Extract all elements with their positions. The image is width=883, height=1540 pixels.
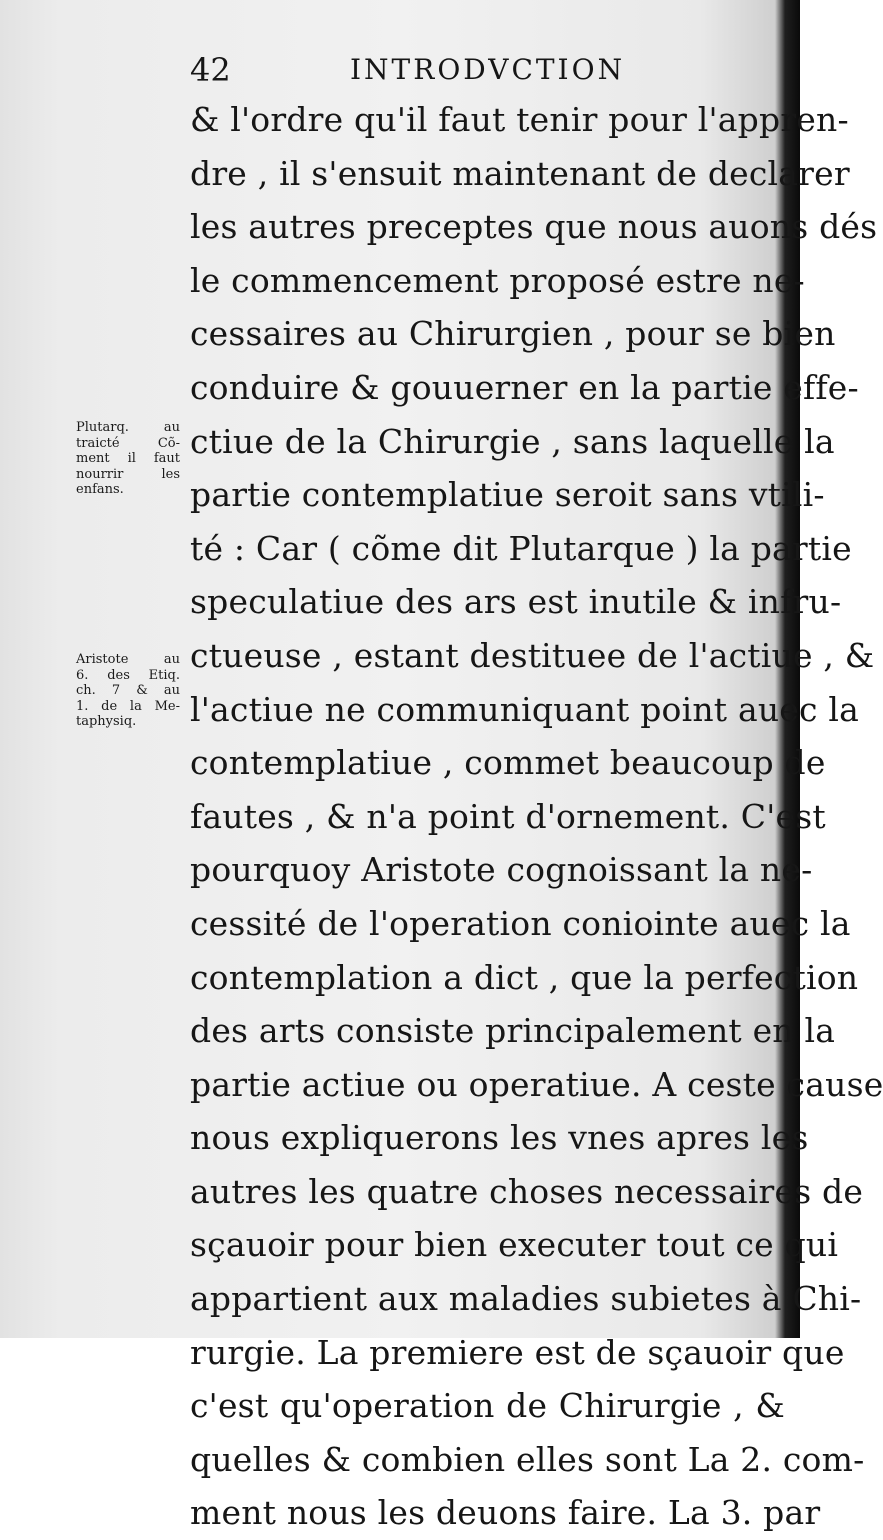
text-line: rurgie. La premiere est de sçauoir que	[190, 1332, 845, 1372]
margin-note-line: traicté Cõ-	[76, 435, 180, 451]
margin-note-line: ch. 7 & au	[76, 683, 180, 698]
running-head	[190, 50, 660, 90]
text-line: quelles & combien elles sont La 2. com-	[190, 1439, 865, 1479]
text-line: partie actiue ou operatiue. A ceste cause	[190, 1064, 883, 1104]
text-line: des arts consiste principalement en la	[190, 1011, 836, 1051]
text-line: contemplation a dict , que la perfection	[190, 957, 859, 997]
margin-note-line: 1. de la Me-	[76, 698, 180, 714]
text-line: partie contemplatiue seroit sans vtili-	[190, 475, 825, 515]
text-line: nous expliquerons les vnes apres les	[190, 1118, 809, 1158]
text-line: sçauoir pour bien executer tout ce qui	[190, 1225, 839, 1265]
margin-note-line: enfans.	[76, 482, 124, 497]
text-line: dre , il s'ensuit maintenant de declarer	[190, 153, 850, 193]
margin-note-line: ment il faut	[76, 451, 180, 466]
text-line: té : Car ( cõme dit Plutarque ) la partie	[190, 528, 852, 568]
text-line: conduire & gouuerner en la partie effe-	[190, 367, 859, 407]
text-line: pourquoy Aristote cognoissant la ne-	[190, 850, 813, 890]
text-line: ctueuse , estant destituee de l'actiue , &	[190, 635, 875, 675]
margin-note-aristotle	[76, 652, 180, 730]
body-text	[190, 93, 883, 1540]
text-line: l'actiue ne communiquant point auec la	[190, 689, 860, 729]
text-line: contemplatiue , commet beaucoup de	[190, 743, 826, 783]
text-line: autres les quatre choses necessaires de	[190, 1171, 864, 1211]
margin-note-line: nourrir les	[76, 466, 180, 482]
text-line: cessaires au Chirurgien , pour se bien	[190, 314, 836, 354]
running-title: INTRODVCTION	[350, 53, 626, 86]
text-line: speculatiue des ars est inutile & infru-	[190, 582, 842, 622]
text-line: & l'ordre qu'il faut tenir pour l'appren-	[190, 100, 849, 139]
margin-note-line: 6. des Etiq.	[76, 667, 180, 683]
text-line: appartient aux maladies subietes à Chi-	[190, 1279, 862, 1319]
text-line: ctiue de la Chirurgie , sans laquelle la	[190, 421, 835, 461]
text-line: le commencement proposé estre ne-	[190, 260, 805, 300]
text-line: c'est qu'operation de Chirurgie , &	[190, 1386, 785, 1426]
text-line: cessité de l'operation coniointe auec la	[190, 903, 851, 943]
margin-note-line: taphysiq.	[76, 714, 137, 729]
margin-note-plutarch	[76, 420, 180, 498]
page-number: 42	[190, 51, 231, 89]
text-line: les autres preceptes que nous auons dés	[190, 207, 878, 247]
margin-note-line: Aristote au	[76, 652, 180, 667]
text-line: ment nous les deuons faire. La 3. par	[190, 1493, 821, 1533]
text-line: fautes , & n'a point d'ornement. C'est	[190, 796, 826, 836]
margin-note-line: Plutarq. au	[76, 420, 180, 435]
